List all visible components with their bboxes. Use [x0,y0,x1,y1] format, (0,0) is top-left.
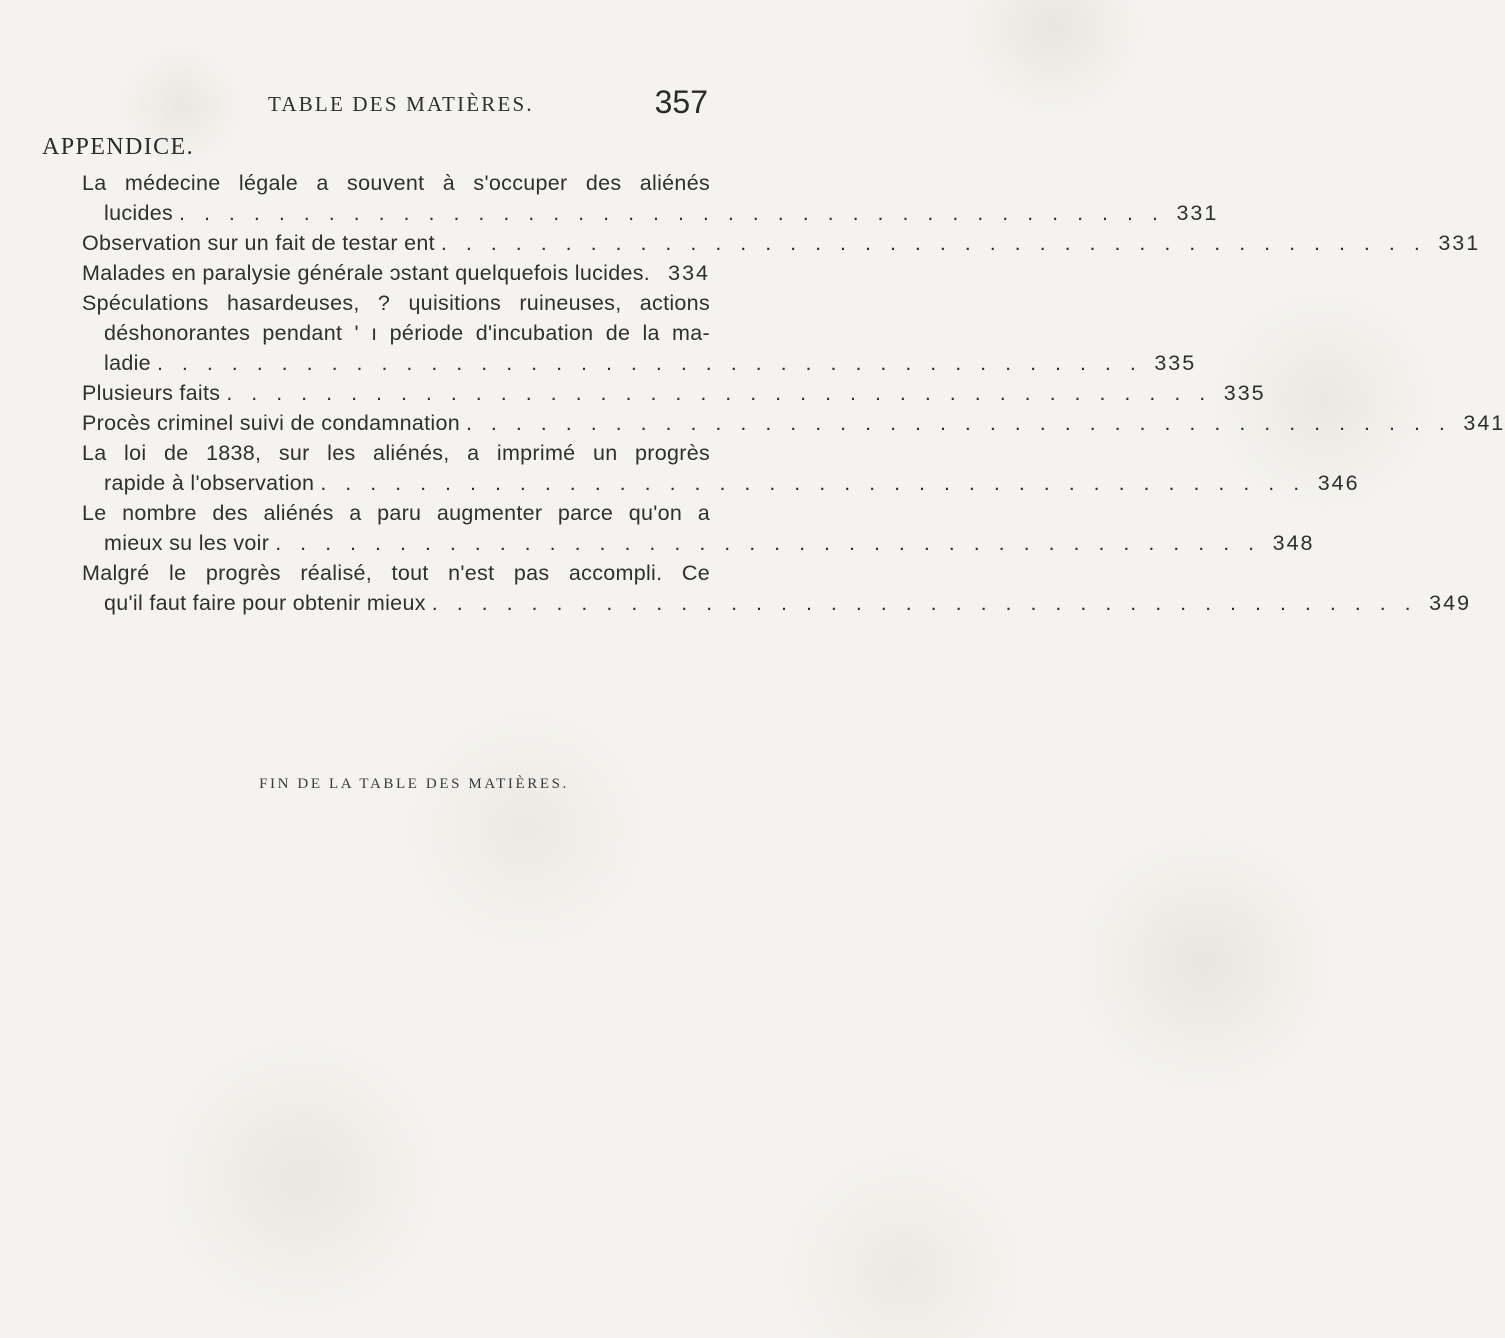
dot-leader: . . . . . . . . . . . . . . . . . . . . . . . . . . . . . . . . . . . . . . . . [440,231,1427,255]
toc-entry-line: Le nombre des aliénés a paru augmenter parce qu'on a [82,501,710,525]
toc-entry [82,168,1219,228]
dot-leader: . . . . . . . . . . . . . . . . . . . . . . . . . . . . . . . . . . . . . . . . [226,381,1212,405]
toc-entry-last-line [82,408,1505,438]
toc-entry-line: déshonorantes pendant ' ı période d'incubation de la ma- [104,321,710,345]
toc-page-number: 335 [1223,381,1266,405]
toc-page-number: 349 [1429,591,1472,615]
toc-entry-text: Plusieurs faits [82,381,221,405]
toc-entry-text: rapide à l'observation [104,471,315,495]
toc-entry [82,228,1481,258]
toc-entry-text: Procès criminel suivi de condamnation [82,411,460,435]
section-heading: APPENDICE. [42,134,195,160]
toc-page-number: 331 [1176,201,1219,225]
colophon: FIN DE LA TABLE DES MATIÈRES. [259,776,569,792]
dot-leader: . . . . . . . . . . . . . . . . . . . . . . . . . . . . . . . . . . . . . . . . [179,201,1165,225]
toc-entry [82,378,1266,408]
toc-entry-text: qu'il faut faire pour obtenir mieux [104,591,426,615]
toc-page-number: 334 [668,261,710,285]
toc-page-number: 348 [1272,531,1315,555]
toc-entry [82,408,1505,438]
toc-page-number: 341 [1463,411,1505,435]
toc-page-number: 346 [1317,471,1360,495]
toc-entry-text: Malades en paralysie générale ɔstant quelquefois lucides. [82,261,651,285]
page-number: 357 [654,84,708,120]
toc-page-number: 331 [1438,231,1481,255]
running-title: TABLE DES MATIÈRES. [268,92,534,116]
toc-entry [82,558,1472,618]
running-head [0,84,800,128]
toc-entry-line: La médecine légale a souvent à s'occuper des aliénés [82,171,710,195]
toc-entry-line: La loi de 1838, sur les aliénés, a imprimé un progrès [82,441,710,465]
toc-entry [82,288,1197,378]
toc-entry-text: ladie [104,351,151,375]
toc-page-number: 335 [1154,351,1197,375]
toc-entry-last-line [82,468,1360,498]
toc-entry-line: Spéculations hasardeuses, ? ɥuisitions ruineuses, actions [82,291,710,315]
toc-entry-line: Malgré le progrès réalisé, tout n'est pas accompli. Ce [82,561,710,585]
toc-entry [82,258,710,288]
toc-entry-last-line [82,228,1481,258]
toc-entry-last-line [82,528,1315,558]
toc-entry-last-line [82,588,1472,618]
toc-entry-last-line [82,258,710,288]
table-of-contents [82,168,1505,618]
toc-entry-last-line [82,378,1266,408]
dot-leader: . . . . . . . . . . . . . . . . . . . . . . . . . . . . . . . . . . . . . . . . [431,591,1418,615]
dot-leader: . . . . . . . . . . . . . . . . . . . . . . . . . . . . . . . . . . . . . . . . [320,471,1306,495]
toc-entry-last-line [82,198,1219,228]
dot-leader: . . . . . . . . . . . . . . . . . . . . . . . . . . . . . . . . . . . . . . . . [156,351,1143,375]
toc-entry-text: mieux su les voir [104,531,270,555]
dot-leader: . . . . . . . . . . . . . . . . . . . . . . . . . . . . . . . . . . . . . . . . [275,531,1261,555]
toc-entry [82,438,1360,498]
toc-entry-text: lucides [104,201,174,225]
toc-entry-last-line [82,348,1197,378]
dot-leader: . . . . . . . . . . . . . . . . . . . . . . . . . . . . . . . . . . . . . . . . [465,411,1452,435]
toc-entry [82,498,1315,558]
toc-entry-text: Observation sur un fait de testar ent [82,231,435,255]
